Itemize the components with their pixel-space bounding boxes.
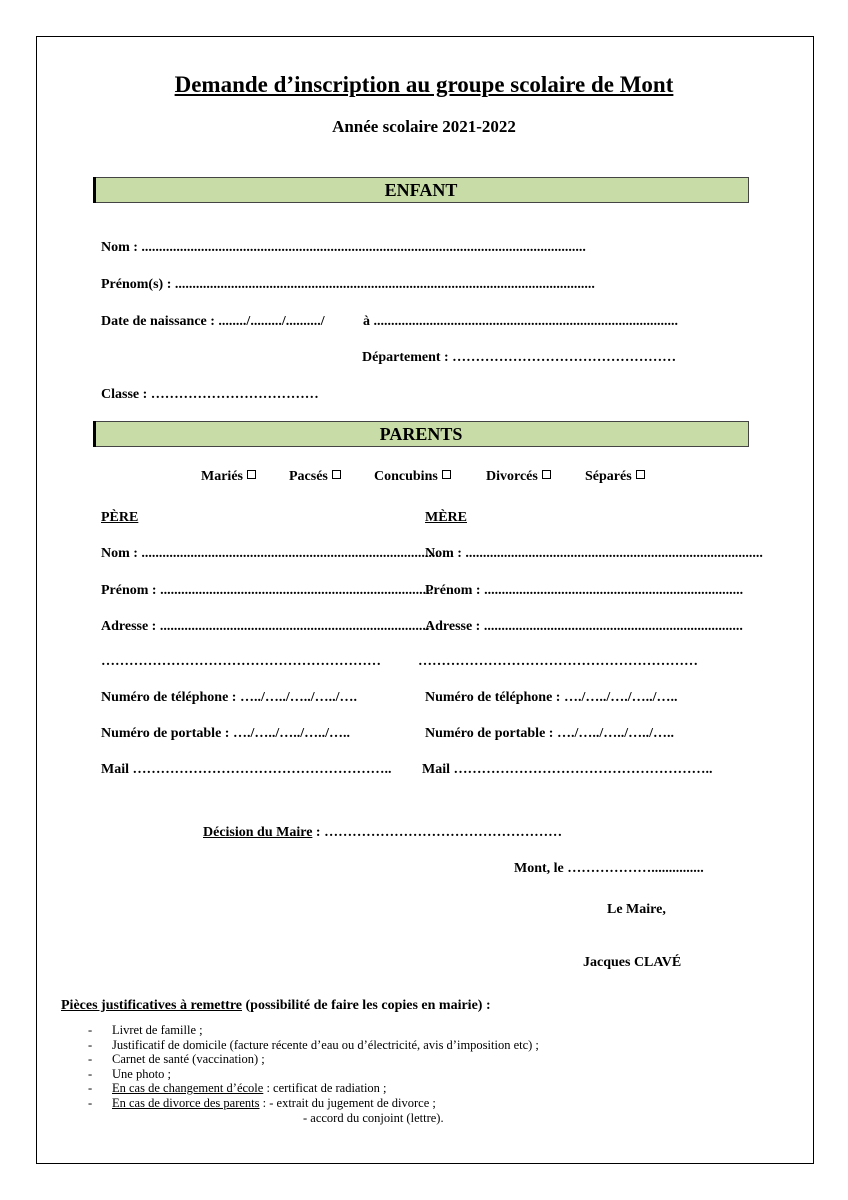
list-item-text: Justificatif de domicile (facture récente d’eau ou d’électricité, avis d’imposition etc) ; [112,1037,539,1052]
status-label: Concubins [374,469,438,484]
mere-prenom-field[interactable]: Prénom : .......................................................................... [425,583,744,598]
maire-title: Le Maire, [607,902,666,917]
list-item [88,1052,539,1067]
status-pacse[interactable] [289,469,341,485]
status-label: Séparés [585,469,632,484]
page-title: Demande d’inscription au groupe scolaire de Mont [174,72,674,97]
status-separe[interactable] [585,469,645,485]
list-item-text: : certificat de radiation ; [263,1081,387,1096]
decision-dots: : …………………………………………… [312,825,563,840]
list-item-text: Carnet de santé (vaccination) ; [112,1052,265,1067]
checkbox[interactable] [442,470,451,479]
pere-portable-field[interactable]: Numéro de portable : …./…../…../…../….. [101,726,351,741]
bullet-dash: - [88,1095,93,1110]
mont-date-field[interactable]: Mont, le ………………............... [514,861,704,876]
mere-adresse-line2[interactable]: …………………………………………………… [418,654,698,669]
bullet-dash: - [88,1037,93,1052]
list-item-text: Livret de famille ; [112,1023,203,1037]
pieces-list [88,1023,539,1125]
list-item [88,1023,539,1038]
bullet-dash: - [88,1023,93,1037]
pieces-heading-line [61,998,491,1014]
parents-section-header: PARENTS [93,421,749,447]
bullet-dash: - [88,1081,93,1096]
list-item-text: : - extrait du jugement de divorce ; [259,1095,436,1110]
mere-portable-field[interactable]: Numéro de portable : …./…../…../…../….. [425,726,675,741]
pere-telephone-field[interactable]: Numéro de téléphone : …../…../…../…../…. [101,690,358,705]
pere-adresse-line2[interactable]: …………………………………………………… [101,654,381,669]
status-concubin[interactable] [374,469,451,485]
decision-label: Décision du Maire [203,825,313,840]
list-item-text: Une photo ; [112,1066,172,1081]
checkbox[interactable] [636,470,645,479]
status-marie[interactable] [201,469,256,485]
pieces-heading: Pièces justificatives à remettre [61,998,243,1013]
enfant-departement-field[interactable]: Département : ………………………………………… [362,350,677,365]
checkbox[interactable] [247,470,256,479]
pere-nom-field[interactable]: Nom : ..................................................................................... [101,546,439,561]
pieces-note: (possibilité de faire les copies en mairie) : [242,998,491,1013]
page-border [36,36,814,1164]
mere-heading: MÈRE [425,510,467,525]
pere-mail-field[interactable]: Mail ……………………………………………….. [101,762,392,777]
status-label: Divorcés [486,469,538,484]
status-label: Pacsés [289,469,328,484]
status-divorce[interactable] [486,469,551,485]
pere-heading: PÈRE [101,510,139,525]
enfant-nom-field[interactable]: Nom : ............................................................................................................................... [101,240,586,255]
enfant-date-naissance-field[interactable]: Date de naissance : ......../........./........../ [101,314,325,329]
bullet-dash: - [88,1066,93,1081]
list-item [88,1038,539,1053]
decision-maire-field[interactable] [203,825,562,841]
enfant-prenom-field[interactable]: Prénom(s) : ........................................................................................................................ [101,277,595,292]
list-item [88,1081,539,1096]
mere-telephone-field[interactable]: Numéro de téléphone : …./…../…./…../….. [425,690,678,705]
list-item-continuation [88,1111,539,1126]
maire-name: Jacques CLAVÉ [583,955,682,970]
mere-mail-field[interactable]: Mail ……………………………………………….. [422,762,713,777]
status-label: Mariés [201,469,243,484]
list-item [88,1067,539,1082]
bullet-dash: - [88,1052,93,1067]
enfant-lieu-naissance-field[interactable]: à ....................................................................................... [363,314,678,329]
checkbox[interactable] [332,470,341,479]
checkbox[interactable] [542,470,551,479]
pere-prenom-field[interactable]: Prénom : .............................................................................. [101,583,434,598]
enfant-section-header: ENFANT [93,177,749,203]
mere-nom-field[interactable]: Nom : ..................................................................................... [425,546,763,561]
list-item-label: En cas de divorce des parents [112,1095,260,1110]
list-item [88,1096,539,1111]
pere-adresse-field[interactable]: Adresse : ............................................................................. [101,619,430,634]
mere-adresse-field[interactable]: Adresse : .......................................................................... [425,619,743,634]
list-item-label: En cas de changement d’école [112,1081,264,1096]
school-year: Année scolaire 2021-2022 [332,117,516,136]
enfant-classe-field[interactable]: Classe : ……………………………… [101,387,319,402]
list-item-text: - accord du conjoint (lettre). [303,1110,444,1125]
